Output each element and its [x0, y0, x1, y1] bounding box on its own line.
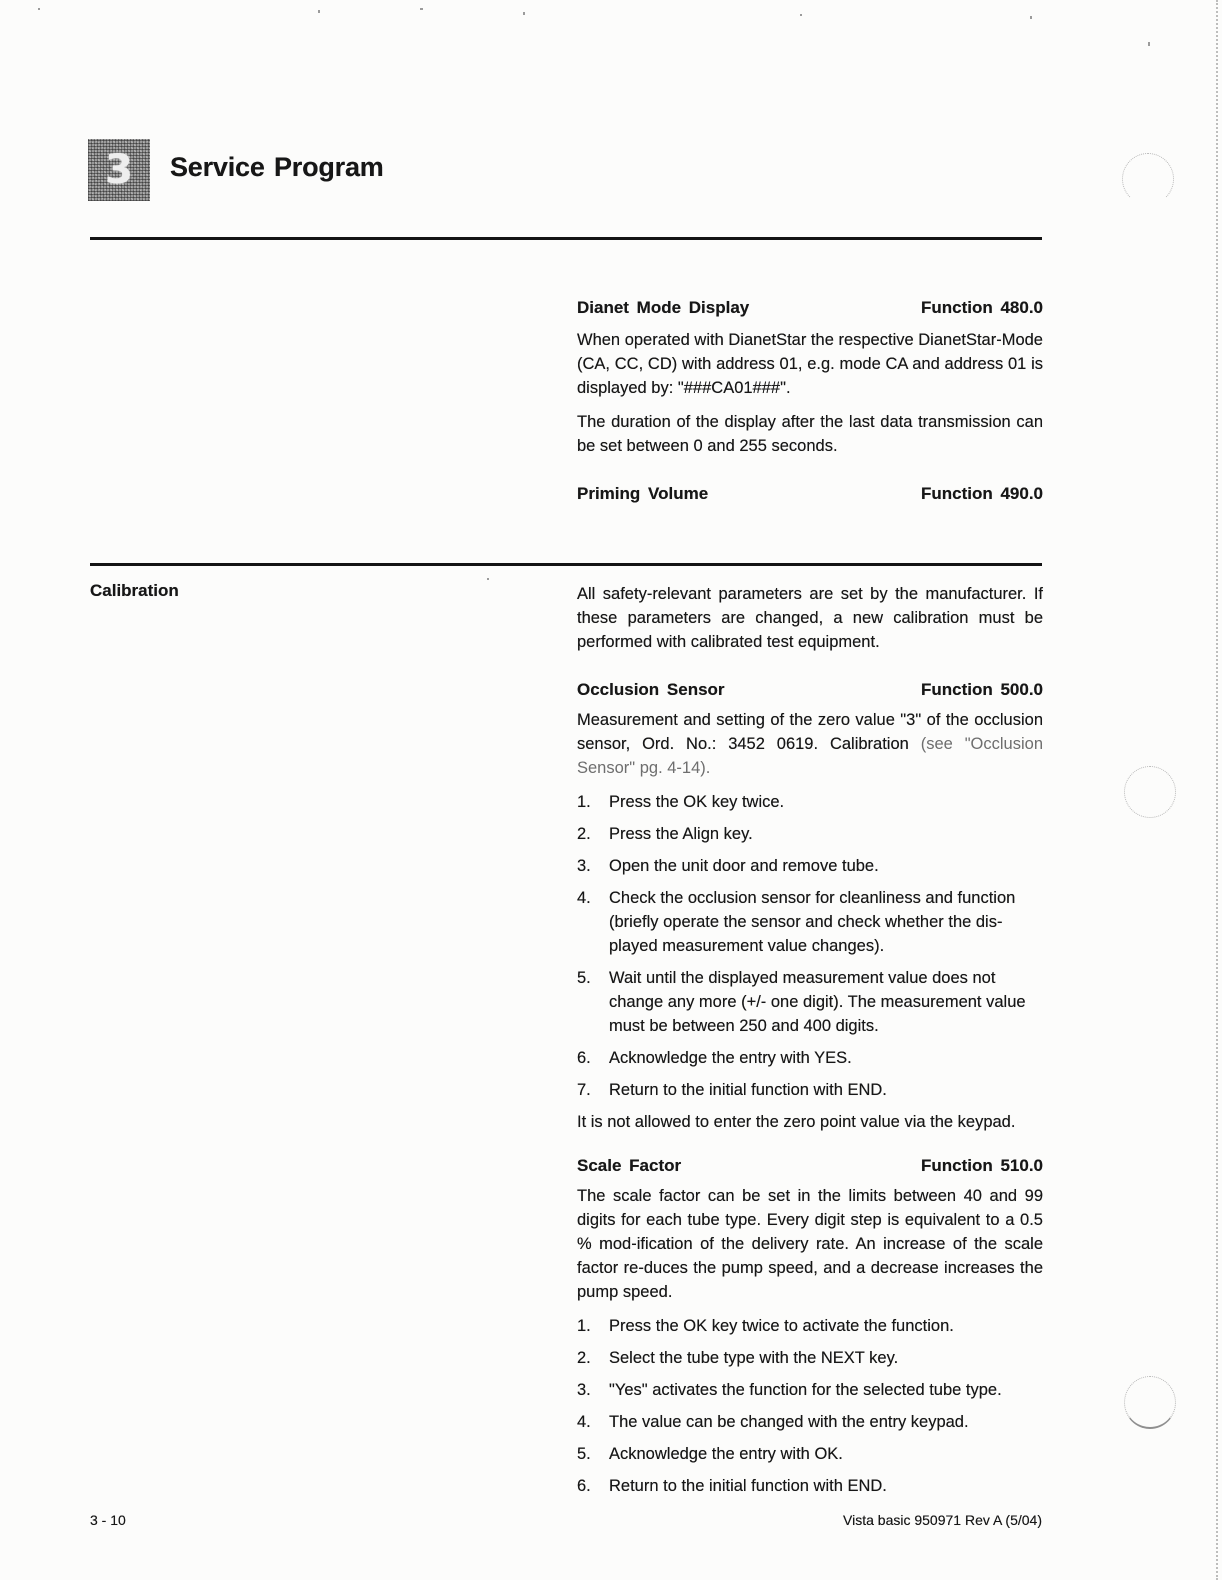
occlusion-cross-reference: (see "Occlusion Sensor" pg. 4-14).: [577, 735, 1043, 777]
step-row: [577, 1314, 1043, 1338]
punch-hole-mark-middle: [1124, 766, 1176, 818]
step-row: [577, 1346, 1043, 1370]
function-500-label: Function 500.0: [920, 680, 1043, 699]
step-text: The value can be changed with the entry keypad.: [609, 1413, 969, 1431]
heading-scale-factor: Scale Factor: [577, 1156, 682, 1175]
step-row: [577, 886, 1043, 958]
heading-occlusion-sensor: Occlusion Sensor: [577, 680, 725, 699]
step-row: [577, 1474, 1043, 1498]
step-text: Select the tube type with the NEXT key.: [609, 1349, 899, 1367]
paragraph-dianet-2: The duration of the display after the last data transmission can be set between 0 and 255 seconds.: [577, 413, 1043, 455]
header-rule: [90, 237, 1042, 240]
step-number: 4.: [577, 889, 591, 907]
step-text: Wait until the displayed measurement value does not change any more (+/- one digit). The measurement value must be between 250 and 400 digits.: [609, 969, 1026, 1035]
step-number: 4.: [577, 1413, 591, 1431]
step-text: Open the unit door and remove tube.: [609, 857, 879, 875]
paragraph-keypad-note: It is not allowed to enter the zero point value via the keypad.: [577, 1113, 1016, 1131]
step-row: [577, 1046, 1043, 1070]
paragraph-scale-intro: The scale factor can be set in the limits between 40 and 99 digits for each tube type. Every digit step is equivalent to a 0.5 % mod-ification of the delivery rate. An increase of the scale factor re-duces the pump speed, and a decrease increases the pump speed.: [577, 1187, 1043, 1301]
step-number: 7.: [577, 1081, 591, 1099]
paragraph-occlusion-intro: [577, 708, 1043, 780]
step-number: 1.: [577, 793, 591, 811]
step-number: 6.: [577, 1049, 591, 1067]
step-text: Press the Align key.: [609, 825, 753, 843]
step-number: 6.: [577, 1477, 591, 1495]
step-text: "Yes" activates the function for the selected tube type.: [609, 1381, 1002, 1399]
step-number: 5.: [577, 969, 591, 987]
page-edge-scan-line: [1216, 0, 1218, 1580]
footer-page-number: 3 - 10: [90, 1512, 126, 1528]
calibration-content-column: [577, 582, 1043, 1506]
function-510-label: Function 510.0: [920, 1156, 1043, 1175]
section-rule: [90, 563, 1042, 566]
step-text: Return to the initial function with END.: [609, 1081, 887, 1099]
upper-content-column: [577, 296, 1043, 506]
function-480-label: Function 480.0: [920, 298, 1043, 317]
scale-factor-heading-row: [577, 1154, 1043, 1178]
step-number: 1.: [577, 1317, 591, 1335]
paragraph-calibration-intro: All safety-relevant parameters are set by the manufacturer. If these parameters are changed, a new calibration must be performed with calibrated test equipment.: [577, 585, 1043, 651]
occlusion-intro-text: Measurement and setting of the zero value "3" of the occlusion sensor, Ord. No.: 3452 0619. Calibration: [577, 711, 1043, 753]
chapter-icon: [88, 139, 150, 201]
step-row: [577, 854, 1043, 878]
step-number: 3.: [577, 857, 591, 875]
chapter-number: 3: [105, 147, 133, 193]
step-text: Return to the initial function with END.: [609, 1477, 887, 1495]
step-text: Acknowledge the entry with YES.: [609, 1049, 852, 1067]
punch-hole-mark-bottom: [1124, 1376, 1176, 1429]
priming-volume-heading-row: [577, 482, 1043, 506]
step-row: [577, 1410, 1043, 1434]
step-row: [577, 822, 1043, 846]
step-number: 2.: [577, 825, 591, 843]
heading-dianet-mode-display: Dianet Mode Display: [577, 298, 750, 317]
occlusion-steps-list: [577, 790, 1043, 1102]
step-number: 2.: [577, 1349, 591, 1367]
function-490-label: Function 490.0: [920, 484, 1043, 503]
footer-doc-ref: Vista basic 950971 Rev A (5/04): [843, 1512, 1042, 1528]
step-text: Acknowledge the entry with OK.: [609, 1445, 843, 1463]
scale-steps-list: [577, 1314, 1043, 1498]
step-row: [577, 966, 1043, 1038]
heading-priming-volume: Priming Volume: [577, 484, 709, 503]
punch-hole-mark-top: [1122, 153, 1174, 205]
step-row: [577, 1078, 1043, 1102]
step-text: Press the OK key twice.: [609, 793, 785, 811]
page-title: Service Program: [170, 152, 384, 182]
step-number: 5.: [577, 1445, 591, 1463]
sidebar-label-calibration: Calibration: [90, 581, 179, 600]
paragraph-dianet-1: When operated with DianetStar the respective DianetStar-Mode (CA, CC, CD) with address 01, e.g. mode CA and address 01 is displayed by: "###CA01###".: [577, 331, 1043, 397]
step-row: [577, 1442, 1043, 1466]
step-text: Press the OK key twice to activate the function.: [609, 1317, 954, 1335]
step-text: Check the occlusion sensor for cleanliness and function (briefly operate the sensor and check whether the dis-played measurement value changes).: [609, 889, 1016, 955]
occlusion-sensor-heading-row: [577, 678, 1043, 702]
dianet-mode-heading-row: [577, 296, 1043, 320]
step-row: [577, 1378, 1043, 1402]
step-number: 3.: [577, 1381, 591, 1399]
step-row: [577, 790, 1043, 814]
